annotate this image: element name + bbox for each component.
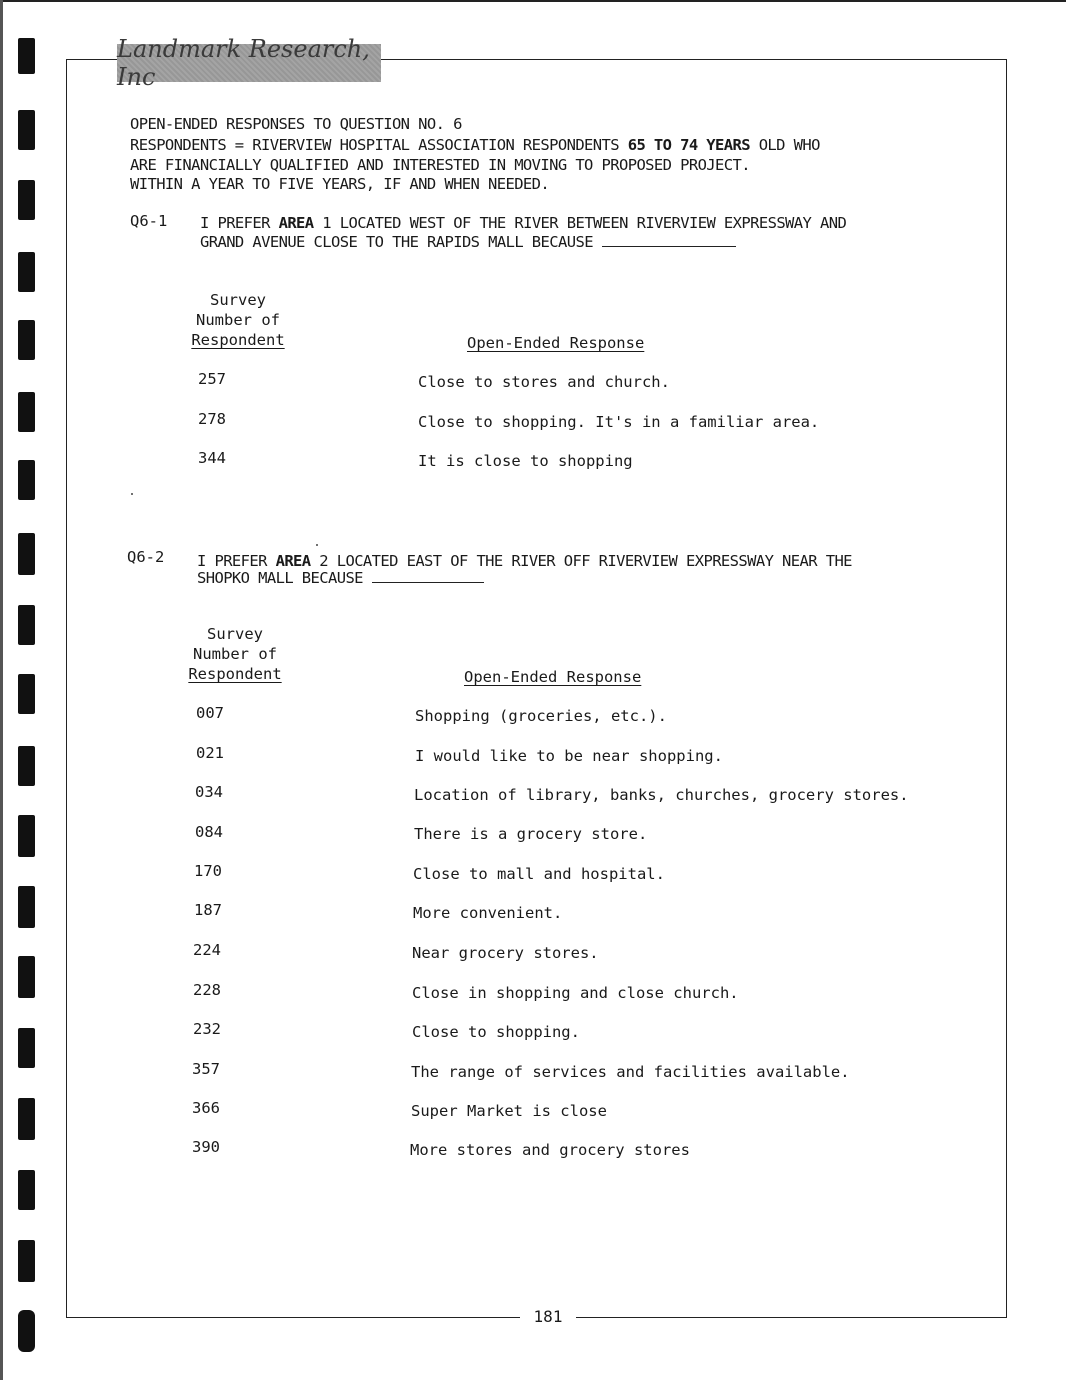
binder-punch-mark <box>18 674 35 714</box>
intro-line-2-prefix: RESPONDENTS = RIVERVIEW HOSPITAL ASSOCIATION RESPONDENTS <box>130 136 619 154</box>
page-number: 181 <box>520 1306 576 1328</box>
response-text: More stores and grocery stores <box>410 1141 690 1159</box>
response-text: Location of library, banks, churches, grocery stores. <box>414 786 909 804</box>
binder-punch-mark <box>18 392 35 432</box>
question-line-2 <box>197 568 484 588</box>
respondent-number: 357 <box>192 1060 220 1078</box>
respondent-number: 034 <box>195 783 223 801</box>
intro-line-3: ARE FINANCIALLY QUALIFIED AND INTERESTED IN MOVING TO PROPOSED PROJECT. <box>130 156 750 174</box>
intro-line-2-suffix: OLD WHO <box>758 136 820 154</box>
question-line-1 <box>200 213 846 233</box>
header-line: Respondent <box>191 331 285 349</box>
binder-punch-mark <box>18 533 35 575</box>
question-line-2-text: SHOPKO MALL BECAUSE <box>197 569 363 587</box>
respondent-number: 278 <box>198 410 226 428</box>
header-line: Number of <box>196 311 280 329</box>
question-prefix: I PREFER <box>197 552 267 570</box>
binder-punch-mark <box>18 605 35 645</box>
binder-punch-mark <box>18 180 35 220</box>
binder-punch-mark <box>18 38 35 74</box>
question-number: Q6-1 <box>130 212 168 230</box>
binder-punch-mark <box>18 886 35 928</box>
binder-punch-mark <box>18 110 35 150</box>
response-text: I would like to be near shopping. <box>415 747 723 765</box>
response-text: Close to shopping. It's in a familiar area. <box>418 413 820 431</box>
respondent-number: 390 <box>192 1138 220 1156</box>
respondent-number: 257 <box>198 370 226 388</box>
binder-punch-mark <box>18 956 35 998</box>
header-line: Survey <box>207 625 263 643</box>
response-text: Close in shopping and close church. <box>412 984 739 1002</box>
question-suffix: 2 LOCATED EAST OF THE RIVER OFF RIVERVIEW EXPRESSWAY NEAR THE <box>319 552 852 570</box>
respondent-number: 021 <box>196 744 224 762</box>
response-text: It is close to shopping <box>418 452 633 470</box>
question-line-2 <box>200 232 736 252</box>
binder-punch-mark <box>18 1098 35 1140</box>
response-text: Close to shopping. <box>412 1023 580 1041</box>
intro-age-range: 65 TO 74 YEARS <box>627 136 750 154</box>
respondent-number: 344 <box>198 449 226 467</box>
question-number: Q6-2 <box>127 548 165 566</box>
binder-punch-mark <box>18 746 35 786</box>
binder-punch-mark <box>18 460 35 500</box>
binder-punch-mark <box>18 1240 35 1282</box>
response-text: There is a grocery store. <box>414 825 648 843</box>
response-text: Near grocery stores. <box>412 944 599 962</box>
intro-line-2 <box>130 135 820 155</box>
header-line: Number of <box>193 645 277 663</box>
respondent-number: 232 <box>193 1020 221 1038</box>
paper-speck <box>131 493 133 495</box>
question-area-label: AREA <box>278 214 314 232</box>
response-text: Close to mall and hospital. <box>413 865 665 883</box>
company-logo <box>117 35 381 91</box>
respondent-number: 228 <box>193 981 221 999</box>
respondent-number: 366 <box>192 1099 220 1117</box>
respondent-number: 007 <box>196 704 224 722</box>
binder-punch-mark <box>18 1028 35 1068</box>
intro-line-1: OPEN-ENDED RESPONSES TO QUESTION NO. 6 <box>130 115 462 133</box>
binder-punch-mark <box>18 252 35 292</box>
left-page-edge <box>0 0 3 1380</box>
intro-line-4: WITHIN A YEAR TO FIVE YEARS, IF AND WHEN NEEDED. <box>130 175 550 193</box>
header-line: Survey <box>210 291 266 309</box>
binder-punch-mark <box>18 320 35 360</box>
paper-speck <box>316 544 318 546</box>
binder-punch-mark <box>18 1170 35 1210</box>
question-suffix: 1 LOCATED WEST OF THE RIVER BETWEEN RIVERVIEW EXPRESSWAY AND <box>322 214 847 232</box>
binder-punch-mark <box>18 815 35 857</box>
question-area-label: AREA <box>275 552 311 570</box>
response-text: Close to stores and church. <box>418 373 670 391</box>
question-prefix: I PREFER <box>200 214 270 232</box>
respondent-column-header <box>188 290 288 350</box>
top-edge-rule <box>0 0 1066 2</box>
response-column-header: Open-Ended Response <box>467 334 645 352</box>
respondent-number: 224 <box>193 941 221 959</box>
response-column-header: Open-Ended Response <box>464 668 642 686</box>
answer-blank-line <box>372 568 484 583</box>
response-text: Shopping (groceries, etc.). <box>415 707 667 725</box>
respondent-column-header <box>185 624 285 684</box>
response-text: The range of services and facilities available. <box>411 1063 850 1081</box>
respondent-number: 187 <box>194 901 222 919</box>
question-line-2-text: GRAND AVENUE CLOSE TO THE RAPIDS MALL BECAUSE <box>200 233 593 251</box>
respondent-number: 170 <box>194 862 222 880</box>
response-text: More convenient. <box>413 904 563 922</box>
logo-text: Landmark Research, Inc <box>117 35 370 91</box>
binder-punch-mark <box>18 1310 35 1352</box>
response-text: Super Market is close <box>411 1102 607 1120</box>
answer-blank-line <box>602 232 736 247</box>
respondent-number: 084 <box>195 823 223 841</box>
header-line: Respondent <box>188 665 282 683</box>
